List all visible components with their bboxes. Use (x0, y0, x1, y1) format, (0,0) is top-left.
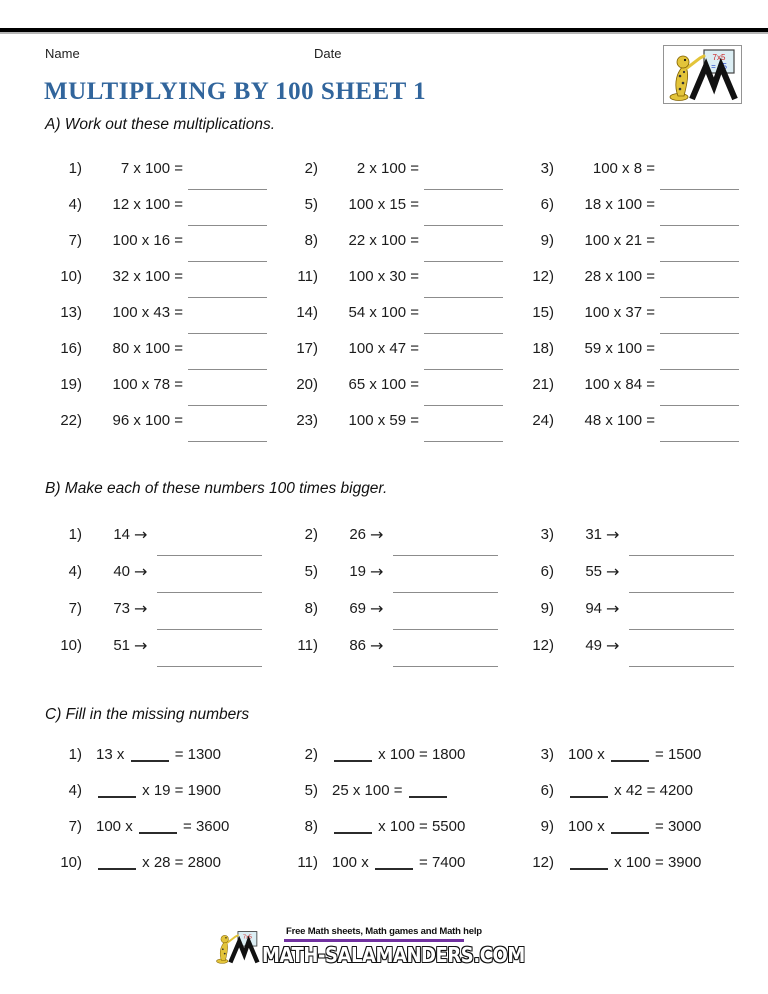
arrow-right-icon: → (134, 562, 148, 581)
arrow-right-icon: → (606, 525, 620, 544)
problem-c-6 (516, 780, 752, 816)
arrow-right-icon: → (134, 636, 148, 655)
problem-expression: 100 x 37 = (584, 304, 655, 321)
problem-a-3 (516, 158, 752, 194)
problem-number: 10) (60, 268, 82, 285)
answer-line (424, 333, 503, 334)
problem-text: = 7400 (414, 854, 466, 871)
problem-value: 86 (349, 637, 366, 654)
problem-number: 14) (296, 304, 318, 321)
answer-blank (570, 796, 608, 798)
problem-b-5 (280, 561, 516, 598)
problem-b-8 (280, 598, 516, 635)
problem-expression: 100 x 15 = (348, 196, 419, 213)
footer (0, 926, 768, 967)
problem-expression: 28 x 100 = (584, 268, 655, 285)
problem-a-9 (516, 230, 752, 266)
problem-value: 55 (585, 563, 602, 580)
answer-line (157, 666, 262, 667)
footer-site-name: MATH-SALAMANDERS.COM (262, 943, 525, 967)
top-divider (0, 28, 768, 34)
problem-c-1 (44, 744, 280, 780)
problem-number: 10) (60, 637, 82, 654)
answer-line (660, 297, 739, 298)
problem-a-11 (280, 266, 516, 302)
problem-number: 5) (304, 196, 318, 213)
problem-number: 11) (297, 854, 318, 871)
problem-number: 5) (304, 782, 318, 799)
problem-text: = 1300 (170, 746, 221, 763)
footer-salamander-easel-icon (214, 927, 260, 967)
problem-a-24 (516, 410, 752, 446)
problem-text: 100 x (332, 854, 373, 871)
logo-board-text-1: 7x5 (712, 53, 726, 62)
answer-line (424, 261, 503, 262)
problem-expression (96, 852, 221, 874)
problem-a-7 (44, 230, 280, 266)
problem-b-7 (44, 598, 280, 635)
problem-expression (332, 816, 465, 838)
problem-text: 100 x (568, 746, 609, 763)
problem-b-12 (516, 635, 752, 672)
salamander-easel-icon (666, 48, 739, 101)
problem-value: 73 (113, 600, 130, 617)
answer-blank (139, 832, 177, 834)
section-c-problems (44, 744, 752, 888)
answer-line (157, 592, 262, 593)
problem-number: 19) (60, 376, 82, 393)
problem-c-11 (280, 852, 516, 888)
problem-number: 1) (68, 160, 82, 177)
problem-expression (332, 852, 465, 874)
problem-number: 12) (532, 637, 554, 654)
arrow-right-icon: → (134, 525, 148, 544)
math-salamanders-logo (663, 45, 742, 104)
answer-line (424, 297, 503, 298)
problem-number: 1) (68, 526, 82, 543)
problem-text: 13 x (96, 746, 129, 763)
answer-line (393, 555, 498, 556)
problem-expression: 12 x 100 = (112, 196, 183, 213)
problem-c-8 (280, 816, 516, 852)
arrow-right-icon: → (370, 525, 384, 544)
answer-line (660, 441, 739, 442)
problem-c-3 (516, 744, 752, 780)
problem-a-16 (44, 338, 280, 374)
problem-a-13 (44, 302, 280, 338)
answer-line (188, 297, 267, 298)
problem-text: x 19 = 1900 (138, 782, 221, 799)
problem-expression: 2 x 100 = (356, 160, 419, 177)
problem-number: 4) (68, 782, 82, 799)
arrow-right-icon: → (370, 636, 384, 655)
problem-number: 12) (532, 268, 554, 285)
problem-expression: 96 x 100 = (112, 412, 183, 429)
problem-expression: 100 x 59 = (348, 412, 419, 429)
problem-a-5 (280, 194, 516, 230)
problem-c-9 (516, 816, 752, 852)
section-c-instruction: C) Fill in the missing numbers (45, 706, 250, 723)
problem-a-17 (280, 338, 516, 374)
section-a-problems (44, 158, 752, 446)
problem-b-3 (516, 524, 752, 561)
problem-expression: 100 x 84 = (584, 376, 655, 393)
problem-number: 8) (304, 600, 318, 617)
problem-text: x 100 = 1800 (374, 746, 466, 763)
problem-expression: 100 x 30 = (348, 268, 419, 285)
problem-number: 7) (68, 600, 82, 617)
problem-number: 4) (68, 563, 82, 580)
answer-line (660, 405, 739, 406)
problem-a-10 (44, 266, 280, 302)
answer-line (188, 261, 267, 262)
problem-value: 19 (349, 563, 366, 580)
answer-line (660, 333, 739, 334)
problem-a-23 (280, 410, 516, 446)
answer-blank (334, 832, 372, 834)
name-label: Name (45, 46, 80, 61)
answer-line (629, 555, 734, 556)
section-a-instruction: A) Work out these multiplications. (45, 116, 276, 133)
problem-c-2 (280, 744, 516, 780)
problem-number: 13) (60, 304, 82, 321)
arrow-right-icon: → (606, 636, 620, 655)
answer-line (157, 555, 262, 556)
problem-number: 17) (296, 340, 318, 357)
problem-expression (568, 780, 693, 802)
problem-number: 3) (540, 526, 554, 543)
logo-board-text-2: = 35 (711, 62, 727, 71)
answer-line (393, 592, 498, 593)
problem-text: = 1500 (650, 746, 702, 763)
problem-expression: 100 x 78 = (112, 376, 183, 393)
arrow-right-icon: → (606, 599, 620, 618)
problem-expression: 22 x 100 = (348, 232, 419, 249)
problem-value: 51 (113, 637, 130, 654)
problem-number: 6) (540, 782, 554, 799)
answer-line (393, 629, 498, 630)
problem-expression: 100 x 43 = (112, 304, 183, 321)
problem-number: 6) (540, 563, 554, 580)
answer-blank (334, 760, 372, 762)
problem-number: 7) (68, 232, 82, 249)
problem-expression: 100 x 21 = (584, 232, 655, 249)
problem-c-10 (44, 852, 280, 888)
section-b-instruction: B) Make each of these numbers 100 times bigger. (45, 480, 388, 497)
problem-text: = 3600 (178, 818, 230, 835)
problem-expression: 100 x 47 = (348, 340, 419, 357)
answer-line (188, 225, 267, 226)
problem-b-9 (516, 598, 752, 635)
answer-line (393, 666, 498, 667)
problem-expression: 65 x 100 = (348, 376, 419, 393)
problem-text: 25 x 100 = (332, 782, 407, 799)
footer-logo-board-text: 7x5 (242, 934, 252, 941)
problem-c-7 (44, 816, 280, 852)
problem-expression (96, 780, 221, 802)
problem-a-1 (44, 158, 280, 194)
problem-c-5 (280, 780, 516, 816)
problem-number: 9) (540, 232, 554, 249)
problem-number: 4) (68, 196, 82, 213)
problem-number: 20) (296, 376, 318, 393)
problem-text: 100 x (568, 818, 609, 835)
problem-value: 49 (585, 637, 602, 654)
answer-line (424, 369, 503, 370)
problem-number: 10) (60, 854, 82, 871)
problem-expression: 59 x 100 = (584, 340, 655, 357)
problem-a-18 (516, 338, 752, 374)
problem-number: 3) (540, 160, 554, 177)
problem-value: 14 (113, 526, 130, 543)
problem-a-22 (44, 410, 280, 446)
problem-expression: 100 x 16 = (112, 232, 183, 249)
footer-text-block (262, 926, 554, 967)
answer-blank (131, 760, 169, 762)
problem-text: 100 x (96, 818, 137, 835)
answer-line (424, 189, 503, 190)
answer-blank (611, 760, 649, 762)
problem-number: 8) (304, 232, 318, 249)
answer-line (188, 441, 267, 442)
problem-number: 2) (304, 746, 318, 763)
problem-number: 1) (68, 746, 82, 763)
problem-number: 7) (68, 818, 82, 835)
problem-a-14 (280, 302, 516, 338)
problem-expression: 100 x 8 = (592, 160, 655, 177)
problem-value: 40 (113, 563, 130, 580)
problem-value: 94 (585, 600, 602, 617)
answer-line (424, 441, 503, 442)
footer-tagline: Free Math sheets, Math games and Math help (286, 926, 482, 937)
answer-blank (375, 868, 413, 870)
answer-line (424, 225, 503, 226)
problem-b-1 (44, 524, 280, 561)
arrow-right-icon: → (606, 562, 620, 581)
problem-a-12 (516, 266, 752, 302)
answer-line (629, 592, 734, 593)
answer-line (424, 405, 503, 406)
answer-line (629, 629, 734, 630)
answer-line (629, 666, 734, 667)
problem-number: 15) (532, 304, 554, 321)
problem-number: 9) (540, 818, 554, 835)
arrow-right-icon: → (370, 562, 384, 581)
answer-blank (98, 868, 136, 870)
answer-line (188, 369, 267, 370)
problem-number: 21) (532, 376, 554, 393)
problem-value: 31 (585, 526, 602, 543)
problem-b-4 (44, 561, 280, 598)
problem-expression (568, 816, 701, 838)
problem-c-4 (44, 780, 280, 816)
problem-text: x 100 = 3900 (610, 854, 702, 871)
problem-a-21 (516, 374, 752, 410)
arrow-right-icon: → (134, 599, 148, 618)
problem-expression (568, 852, 701, 874)
answer-blank (611, 832, 649, 834)
problem-text: x 100 = 5500 (374, 818, 466, 835)
problem-expression (96, 744, 221, 766)
problem-a-6 (516, 194, 752, 230)
problem-expression (332, 780, 449, 802)
problem-number: 6) (540, 196, 554, 213)
answer-line (157, 629, 262, 630)
problem-b-6 (516, 561, 752, 598)
problem-number: 9) (540, 600, 554, 617)
problem-expression: 7 x 100 = (120, 160, 183, 177)
answer-blank (409, 796, 447, 798)
problem-number: 24) (532, 412, 554, 429)
problem-b-2 (280, 524, 516, 561)
problem-number: 22) (60, 412, 82, 429)
problem-number: 11) (297, 637, 318, 654)
problem-expression: 48 x 100 = (584, 412, 655, 429)
problem-a-19 (44, 374, 280, 410)
answer-line (188, 333, 267, 334)
problem-a-8 (280, 230, 516, 266)
problem-number: 18) (532, 340, 554, 357)
problem-number: 23) (296, 412, 318, 429)
answer-blank (98, 796, 136, 798)
problem-expression (332, 744, 465, 766)
problem-value: 26 (349, 526, 366, 543)
problem-number: 2) (304, 526, 318, 543)
answer-line (188, 405, 267, 406)
problem-text: = 3000 (650, 818, 702, 835)
problem-value: 69 (349, 600, 366, 617)
problem-expression: 32 x 100 = (112, 268, 183, 285)
arrow-right-icon: → (370, 599, 384, 618)
problem-text: x 42 = 4200 (610, 782, 693, 799)
section-b-problems (44, 524, 752, 672)
answer-line (660, 261, 739, 262)
answer-line (188, 189, 267, 190)
page-title: MULTIPLYING BY 100 SHEET 1 (44, 78, 427, 105)
problem-b-10 (44, 635, 280, 672)
problem-c-12 (516, 852, 752, 888)
answer-line (660, 369, 739, 370)
date-label: Date (314, 46, 342, 61)
problem-number: 2) (304, 160, 318, 177)
problem-a-20 (280, 374, 516, 410)
problem-number: 3) (540, 746, 554, 763)
problem-number: 16) (60, 340, 82, 357)
problem-a-4 (44, 194, 280, 230)
problem-expression: 18 x 100 = (584, 196, 655, 213)
answer-line (660, 189, 739, 190)
answer-blank (570, 868, 608, 870)
problem-expression: 80 x 100 = (112, 340, 183, 357)
problem-expression: 54 x 100 = (348, 304, 419, 321)
problem-expression (568, 744, 701, 766)
problem-number: 11) (297, 268, 318, 285)
problem-number: 12) (532, 854, 554, 871)
footer-divider (284, 939, 464, 942)
answer-line (660, 225, 739, 226)
problem-number: 5) (304, 563, 318, 580)
problem-a-2 (280, 158, 516, 194)
problem-number: 8) (304, 818, 318, 835)
problem-expression (96, 816, 229, 838)
problem-text: x 28 = 2800 (138, 854, 221, 871)
problem-a-15 (516, 302, 752, 338)
problem-b-11 (280, 635, 516, 672)
